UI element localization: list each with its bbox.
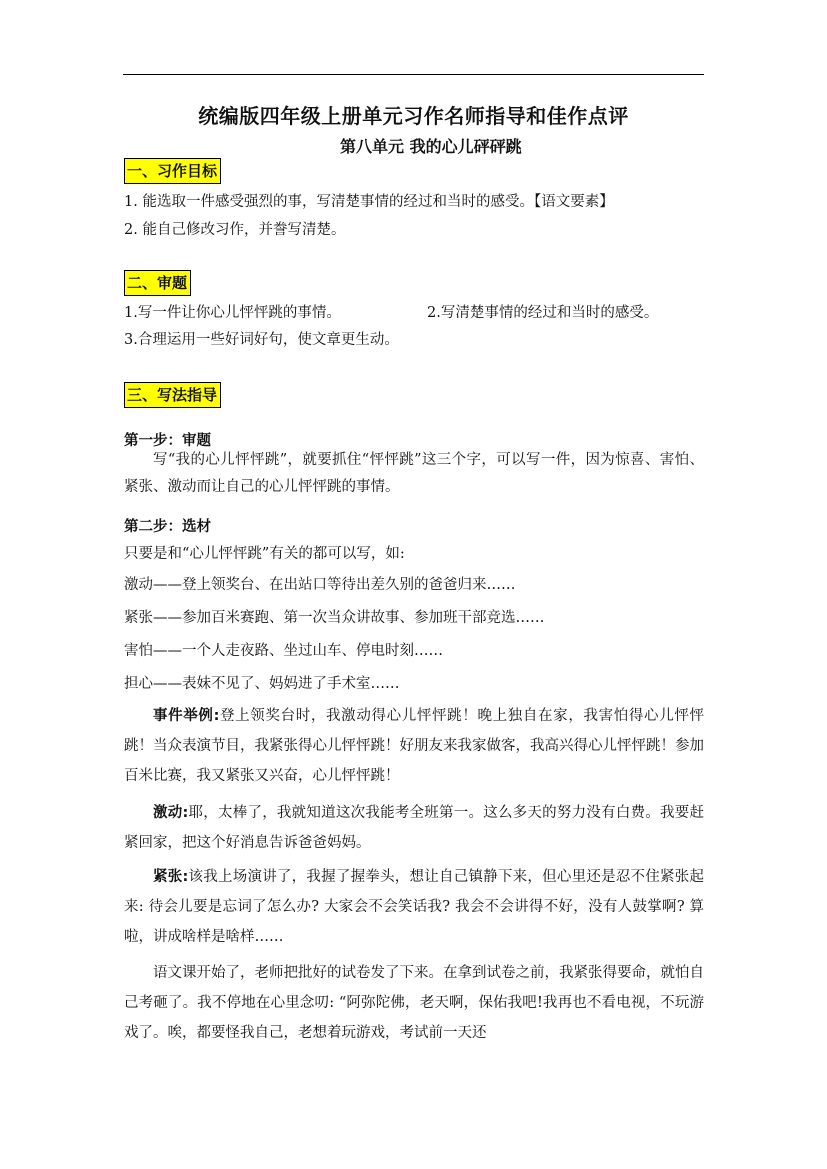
header-rule: [123, 74, 704, 75]
excited-paragraph: [124, 798, 704, 858]
material-item-excited: 激动——登上领奖台、在出站口等待出差久别的爸爸归来……: [124, 577, 516, 593]
material-item-worried: 担心——表妹不见了、妈妈进了手术室……: [124, 676, 400, 692]
example-text: 登上领奖台时，我激动得心儿怦怦跳！晚上独自在家，我害怕得心儿怦怦跳！当众表演节目，我紧张得心儿怦怦跳！好朋友来我家做客，我高兴得心儿怦怦跳！参加百米比赛，我又紧张又兴奋，心儿怦怦跳！: [124, 708, 704, 784]
material-item-afraid: 害怕——一个人走夜路、坐过山车、停电时刻……: [124, 643, 443, 659]
section-heading-goals: 一、习作目标: [124, 158, 221, 184]
step-1-text: 写“我的心儿怦怦跳”，就要抓住“怦怦跳”这三个字，可以写一件，因为惊喜、害怕、紧张、激动而让自己的心儿怦怦跳的事情。: [124, 452, 704, 495]
material-item-nervous: 紧张——参加百米赛跑、第一次当众讲故事、参加班干部竞选……: [124, 610, 545, 626]
section-heading-writing-guide: 三、写法指导: [124, 382, 221, 408]
topic-item-2: 2.写清楚事情的经过和当时的感受。: [427, 305, 659, 321]
section-heading-topic: 二、审题: [124, 270, 191, 296]
excited-label: 激动:: [153, 805, 189, 821]
nervous-text: 该我上场演讲了，我握了握拳头，想让自己镇静下来，但心里还是忍不住紧张起来: 待会儿要是忘词了怎么办? 大家会不会笑话我? 我会不会讲得不好，没有人鼓掌啊? 算啦，讲成啥样是啥样……: [124, 869, 704, 945]
nervous-paragraph: [124, 862, 704, 952]
story-paragraph: 语文课开始了，老师把批好的试卷发了下来。在拿到试卷之前，我紧张得要命，就怕自己考砸了。我不停地在心里念叨: “阿弥陀佛，老天啊，保佑我吧!我再也不看电视，不玩游戏了。唉，都要怪我自己，老想着玩游戏，考试前一天还: [124, 965, 704, 1041]
page-subtitle: 第八单元 我的心儿砰砰跳: [340, 137, 522, 156]
nervous-label: 紧张:: [153, 869, 189, 885]
example-label: 事件举例:: [153, 708, 220, 724]
topic-item-1: 1.写一件让你心儿怦怦跳的事情。: [124, 305, 341, 321]
example-paragraph: [124, 701, 704, 791]
step-2-title: 第二步：选材: [124, 519, 211, 535]
goal-item-1: 1. 能选取一件感受强烈的事，写清楚事情的经过和当时的感受。【语文要素】: [124, 194, 614, 210]
excited-text: 耶，太棒了，我就知道这次我能考全班第一。这么多天的努力没有白费。我要赶紧回家，把这个好消息告诉爸爸妈妈。: [124, 805, 704, 851]
goal-item-2: 2. 能自己修改习作，并誊写清楚。: [124, 222, 346, 238]
step-2-intro: 只要是和“心儿怦怦跳”有关的都可以写，如:: [124, 546, 405, 562]
step-1-title: 第一步：审题: [124, 433, 211, 449]
page-title: 统编版四年级上册单元习作名师指导和佳作点评: [198, 104, 629, 128]
topic-item-3: 3.合理运用一些好词好句，使文章更生动。: [124, 332, 399, 348]
